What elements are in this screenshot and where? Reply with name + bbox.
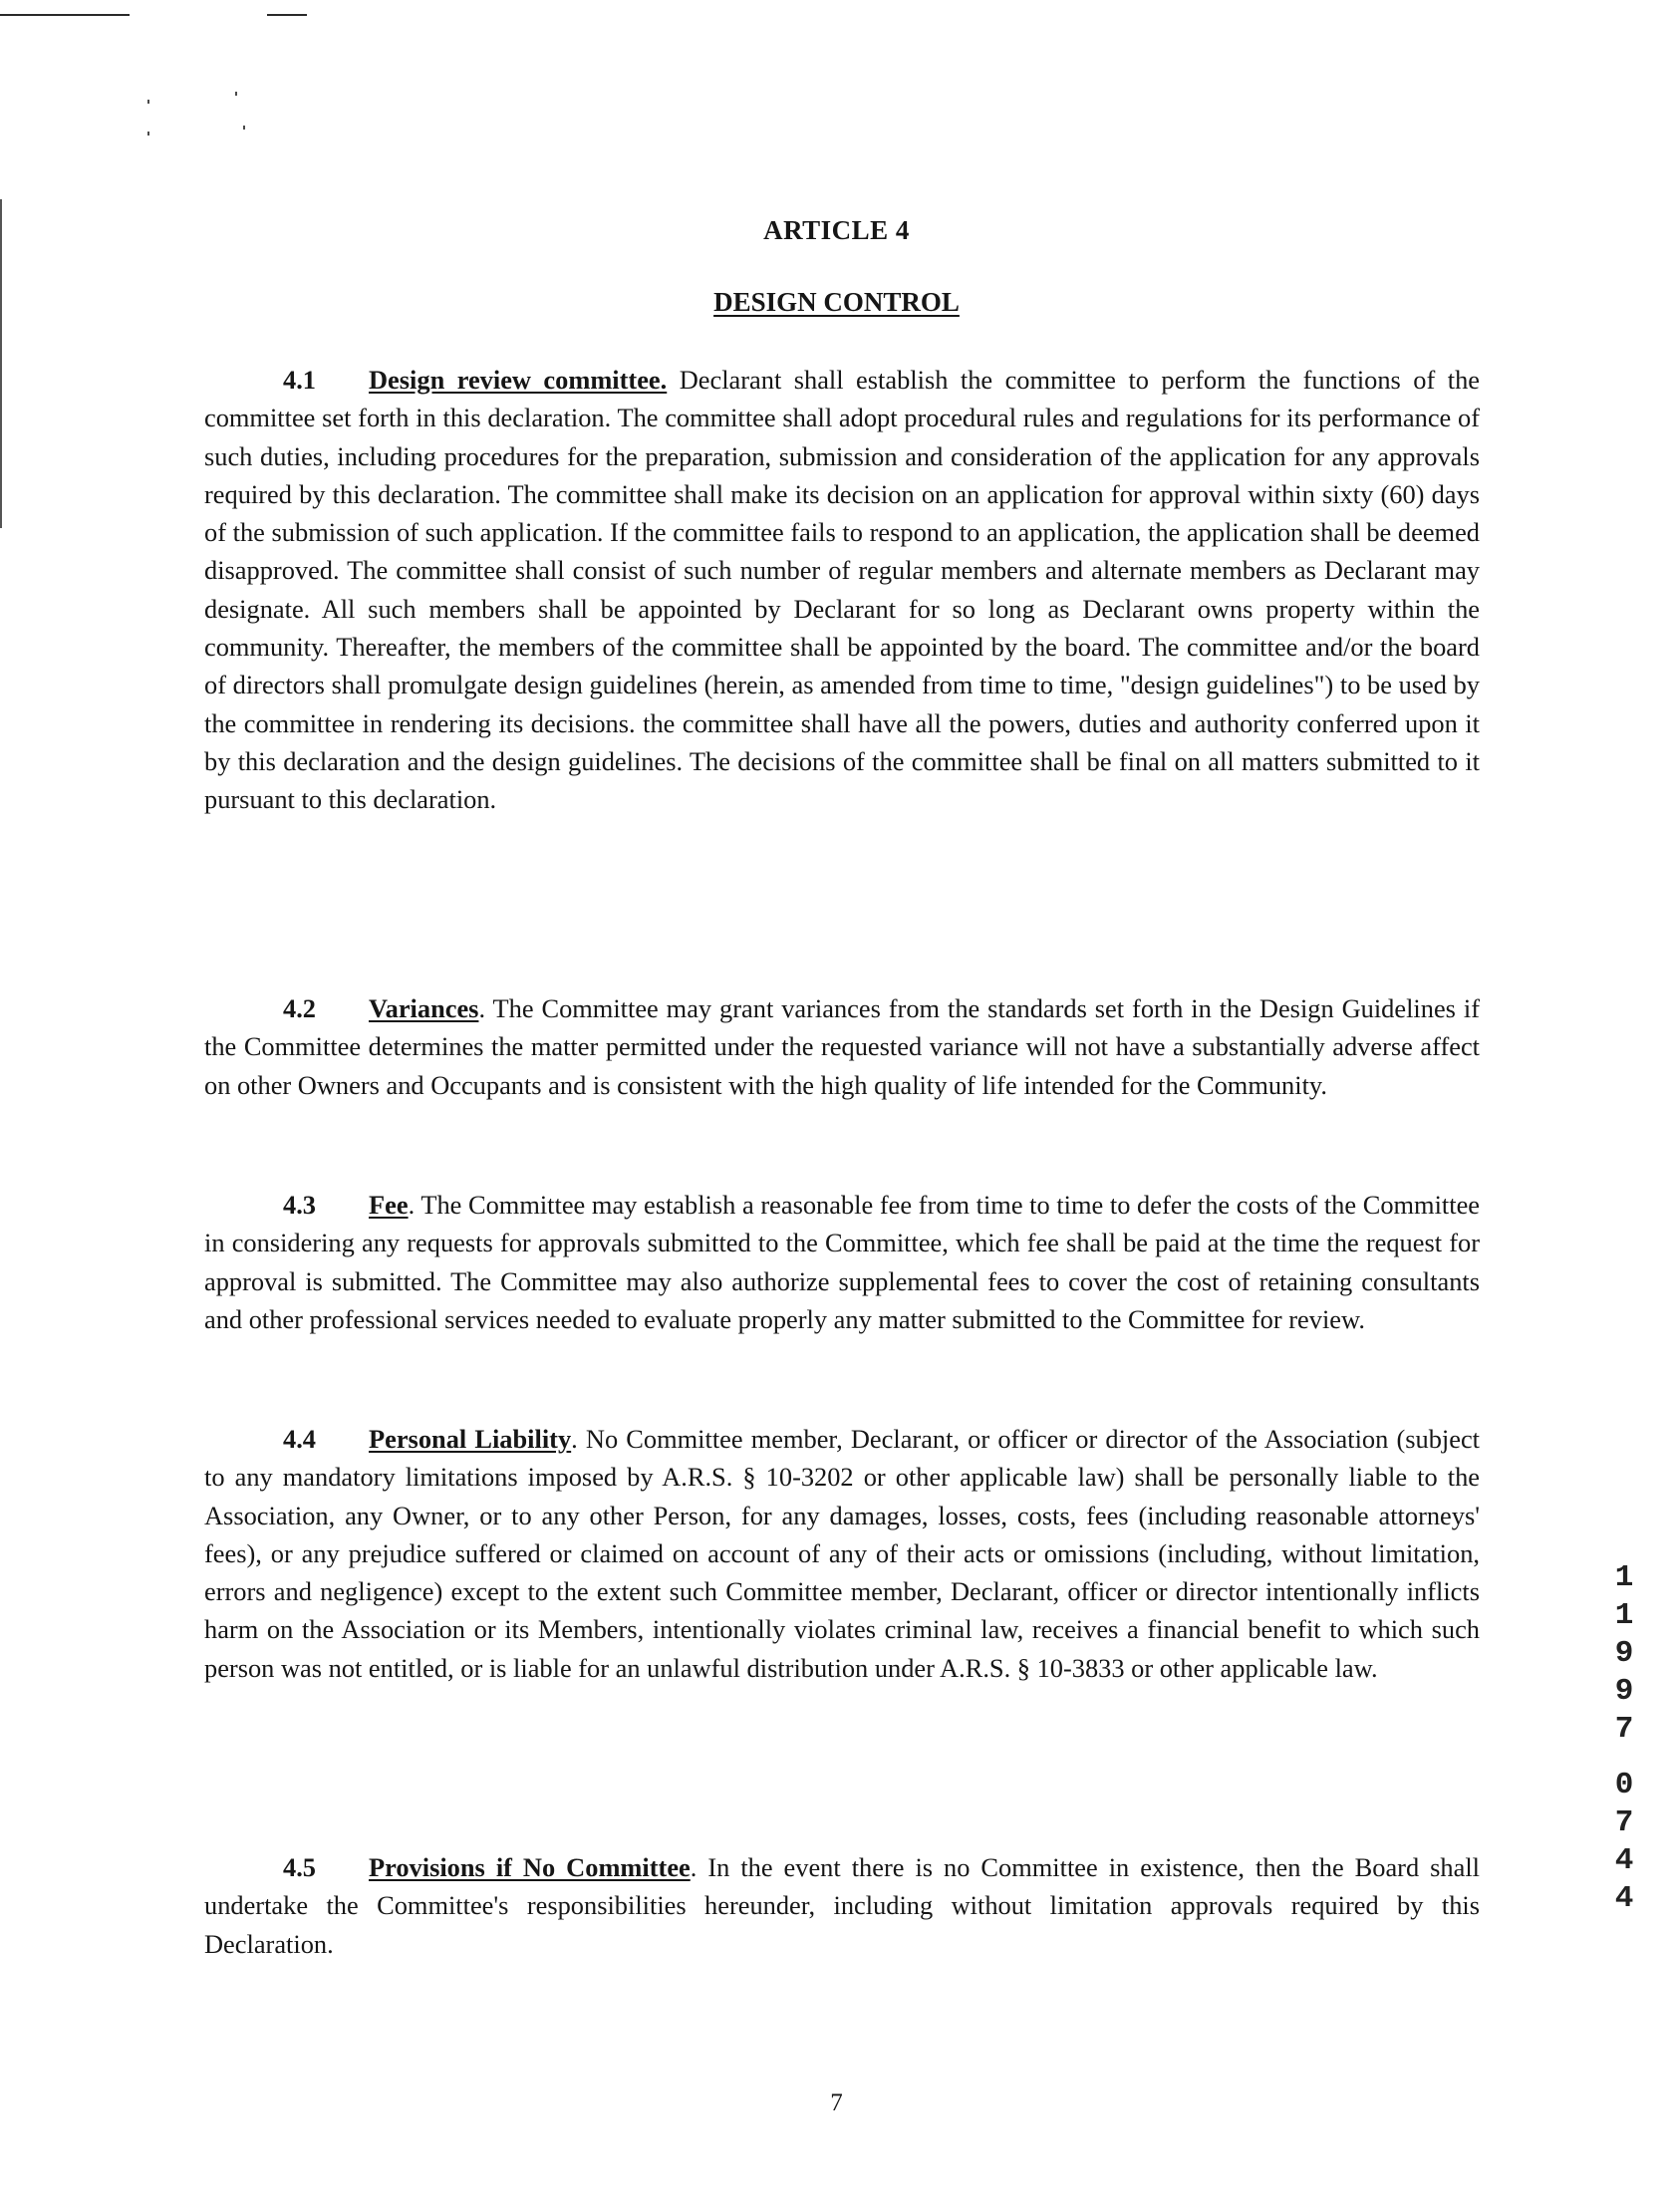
page-number: 7	[830, 2089, 843, 2116]
recording-digit: 1	[1614, 1560, 1634, 1595]
scan-mark-top	[267, 14, 307, 16]
scan-speck	[235, 92, 237, 96]
section-text: Declarant shall establish the committee to perform the functions of the committee set forth in this declaration. The committee shall adopt procedural rules and regulations for its performance of such duties, including procedures for the preparation, submission and consideration of the application for any approvals required by this declaration. The committee shall make its decision on an application for approval within sixty (60) days of the submission of such application. If the committee fails to respond to an application, the application shall be deemed disapproved. The committee shall consist of such number of regular members and alternate members as Declarant may designate. All such members shall be appointed by Declarant for so long as Declarant owns property within the community. Thereafter, the members of the committee shall be appointed by the board. The committee and/or the board of directors shall promulgate design guidelines (herein, as amended from time to time, "design guidelines") to be used by the committee in rendering its decisions. the committee shall have all the powers, duties and authority conferred upon it by this declaration and the design guidelines. The decisions of the committee shall be final on all matters submitted to it pursuant to this declaration.	[204, 365, 1480, 815]
article-title: DESIGN CONTROL	[713, 287, 960, 317]
recording-digit: 4	[1614, 1881, 1634, 1916]
section-4-4	[204, 1420, 1480, 1687]
section-text: . No Committee member, Declarant, or officer or director of the Association (subject to any mandatory limitations imposed by A.R.S. § 10-3202 or other applicable law) shall be personally liable to the Association, any Owner, or to any other Person, for any damages, losses, costs, fees (including reasonable attorneys' fees), or any prejudice suffered or claimed on account of any of their acts or omissions (including, without limitation, errors and negligence) except to the extent such Committee member, Declarant, officer or director intentionally inflicts harm on the Association or its Members, intentionally violates criminal law, receives a financial benefit to which such person was not entitled, or is liable for an unlawful distribution under A.R.S. § 10-3833 or other applicable law.	[204, 1424, 1480, 1683]
recording-digit: 7	[1614, 1712, 1634, 1747]
section-4-3	[204, 1186, 1480, 1338]
section-title: Personal Liability	[369, 1424, 572, 1454]
section-title: Variances	[369, 993, 479, 1023]
scan-speck	[243, 126, 245, 130]
recording-number	[1606, 1559, 1642, 1918]
recording-digit: 0	[1614, 1768, 1634, 1802]
section-title: Provisions if No Committee	[369, 1852, 691, 1882]
section-number: 4.1	[283, 365, 316, 395]
recording-digit: 1	[1614, 1598, 1634, 1633]
section-text: . The Committee may grant variances from the standards set forth in the Design Guidelines if the Committee determines the matter permitted under the requested variance will not have a substantially adverse affect on other Owners and Occupants and is consistent with the high quality of life intended for the Community.	[204, 993, 1480, 1100]
section-title: Design review committee.	[369, 365, 668, 395]
scan-speck	[147, 132, 149, 136]
section-number: 4.5	[283, 1852, 316, 1882]
section-4-2	[204, 989, 1480, 1104]
section-number: 4.2	[283, 993, 316, 1023]
recording-digit: 9	[1614, 1636, 1634, 1671]
section-text: . The Committee may establish a reasonable fee from time to time to defer the costs of the Committee in considering any requests for approvals submitted to the Committee, which fee shall be paid at the time the request for approval is submitted. The Committee may also authorize supplemental fees to cover the cost of retaining consultants and other professional services needed to evaluate properly any matter submitted to the Committee for review.	[204, 1190, 1480, 1334]
section-4-1	[204, 361, 1480, 819]
section-title: Fee	[369, 1190, 409, 1220]
recording-digit: 4	[1614, 1843, 1634, 1878]
recording-digit: 7	[1614, 1805, 1634, 1840]
recording-gap	[1606, 1749, 1642, 1767]
scan-speck	[147, 100, 149, 104]
section-4-5	[204, 1848, 1480, 1963]
section-text: . In the event there is no Committee in existence, then the Board shall undertake the Committee's responsibilities hereunder, including without limitation approvals required by this Declaration.	[204, 1852, 1480, 1959]
scan-margin-line	[0, 199, 2, 528]
section-number: 4.3	[283, 1190, 316, 1220]
article-heading: ARTICLE 4	[763, 215, 910, 245]
scan-mark-top-left	[0, 14, 130, 16]
section-number: 4.4	[283, 1424, 316, 1454]
recording-digit: 9	[1614, 1674, 1634, 1709]
